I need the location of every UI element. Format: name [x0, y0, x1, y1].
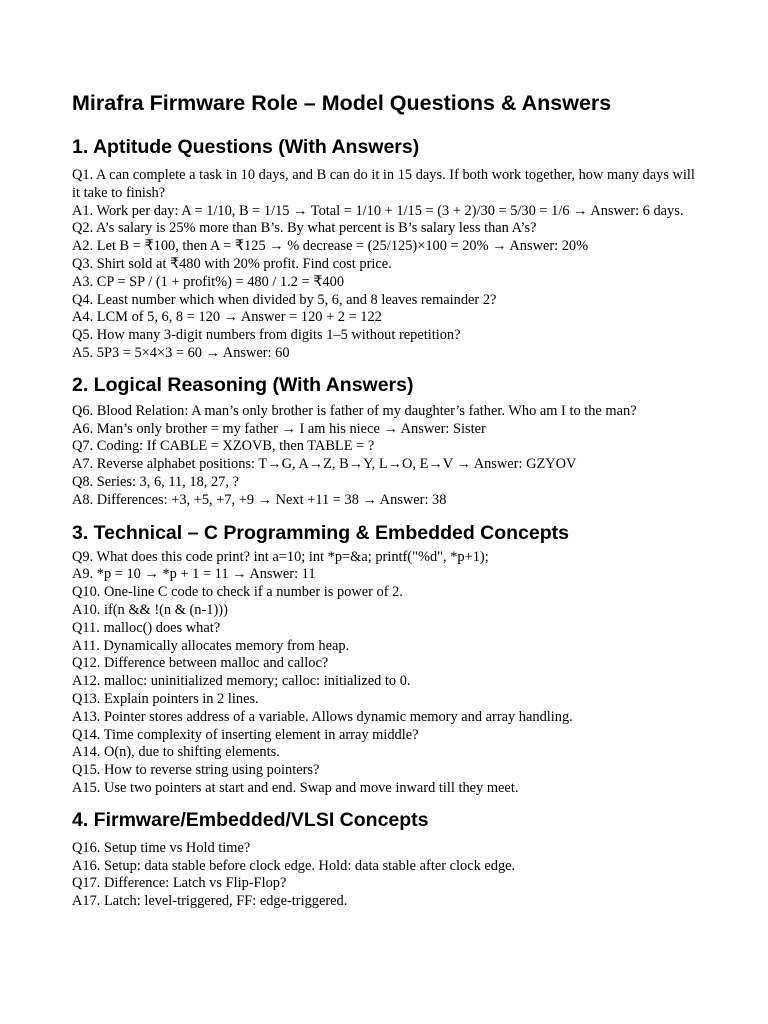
answer-line: A1. Work per day: A = 1/10, B = 1/15 → Total = 1/10 + 1/15 = (3 + 2)/30 = 5/30 = 1/6 → Answer: 6 days. — [72, 202, 684, 219]
section-heading: 1. Aptitude Questions (With Answers) — [72, 136, 420, 158]
answer-line: A5. 5P3 = 5×4×3 = 60 → Answer: 60 — [72, 344, 290, 361]
question-line: Q8. Series: 3, 6, 11, 18, 27, ? — [72, 473, 239, 490]
section-heading: 3. Technical – C Programming & Embedded Concepts — [72, 521, 569, 544]
question-line: Q13. Explain pointers in 2 lines. — [72, 690, 259, 707]
answer-line: A4. LCM of 5, 6, 8 = 120 → Answer = 120 + 2 = 122 — [72, 309, 382, 326]
question-line: Q14. Time complexity of inserting element in array middle? — [72, 726, 419, 743]
answer-line: A10. if(n && !(n & (n-1))) — [72, 601, 228, 618]
section-aptitude — [72, 134, 702, 363]
answer-line: A16. Setup: data stable before clock edge. Hold: data stable after clock edge. — [72, 857, 516, 874]
question-line: Q3. Shirt sold at ₹480 with 20% profit. Find cost price. — [72, 255, 392, 272]
question-line: Q11. malloc() does what? — [72, 619, 221, 636]
answer-line: A14. O(n), due to shifting elements. — [72, 744, 280, 761]
answer-line: A13. Pointer stores address of a variable. Allows dynamic memory and array handling. — [72, 708, 573, 725]
question-line: Q10. One-line C code to check if a number is power of 2. — [72, 584, 403, 601]
document-page — [72, 88, 702, 911]
question-line: Q17. Difference: Latch vs Flip-Flop? — [72, 875, 287, 892]
section-lines — [72, 167, 702, 363]
question-line: Q16. Setup time vs Hold time? — [72, 839, 251, 856]
document-title: Mirafra Firmware Role – Model Questions & Answers — [72, 91, 612, 115]
section-heading: 2. Logical Reasoning (With Answers) — [72, 373, 414, 396]
question-line: Q5. How many 3-digit numbers from digits 1–5 without repetition? — [72, 327, 461, 344]
section-lines — [72, 403, 702, 510]
answer-line: A17. Latch: level-triggered, FF: edge-triggered. — [72, 893, 348, 910]
question-line: Q15. How to reverse string using pointers? — [72, 762, 320, 779]
answer-line: A7. Reverse alphabet positions: T→G, A→Z, B→Y, L→O, E→V → Answer: GZYOV — [72, 456, 577, 473]
question-line: Q12. Difference between malloc and calloc? — [72, 655, 329, 672]
question-line: Q2. A’s salary is 25% more than B’s. By what percent is B’s salary less than A’s? — [72, 220, 537, 237]
question-line: Q7. Coding: If CABLE = XZOVB, then TABLE = ? — [72, 438, 375, 455]
section-lines — [72, 549, 702, 798]
section-heading: 4. Firmware/Embedded/VLSI Concepts — [72, 808, 429, 831]
question-line: Q6. Blood Relation: A man’s only brother is father of my daughter’s father. Who am I to the man? — [72, 402, 637, 419]
answer-line: A15. Use two pointers at start and end. Swap and move inward till they meet. — [72, 779, 519, 796]
answer-line: A6. Man’s only brother = my father → I am his niece → Answer: Sister — [72, 420, 486, 437]
question-line: Q9. What does this code print? int a=10; int *p=&a; printf("%d", *p+1); — [72, 548, 489, 565]
answer-line: A12. malloc: uninitialized memory; calloc: initialized to 0. — [72, 673, 411, 690]
answer-line: A9. *p = 10 → *p + 1 = 11 → Answer: 11 — [72, 566, 316, 583]
answer-line: A11. Dynamically allocates memory from heap. — [72, 637, 350, 654]
question-line: Q1. A can complete a task in 10 days, and B can do it in 15 days. If both work together, how many days will it take to finish? — [72, 167, 695, 201]
answer-line: A8. Differences: +3, +5, +7, +9 → Next +11 = 38 → Answer: 38 — [72, 491, 447, 508]
answer-line: A2. Let B = ₹100, then A = ₹125 → % decrease = (25/125)×100 = 20% → Answer: 20% — [72, 238, 589, 255]
answer-line: A3. CP = SP / (1 + profit%) = 480 / 1.2 = ₹400 — [72, 273, 345, 290]
section-c-programming — [72, 520, 702, 798]
question-line: Q4. Least number which when divided by 5, 6, and 8 leaves remainder 2? — [72, 291, 497, 308]
section-logical-reasoning — [72, 372, 702, 510]
section-firmware-vlsi — [72, 807, 702, 911]
section-lines — [72, 840, 702, 911]
